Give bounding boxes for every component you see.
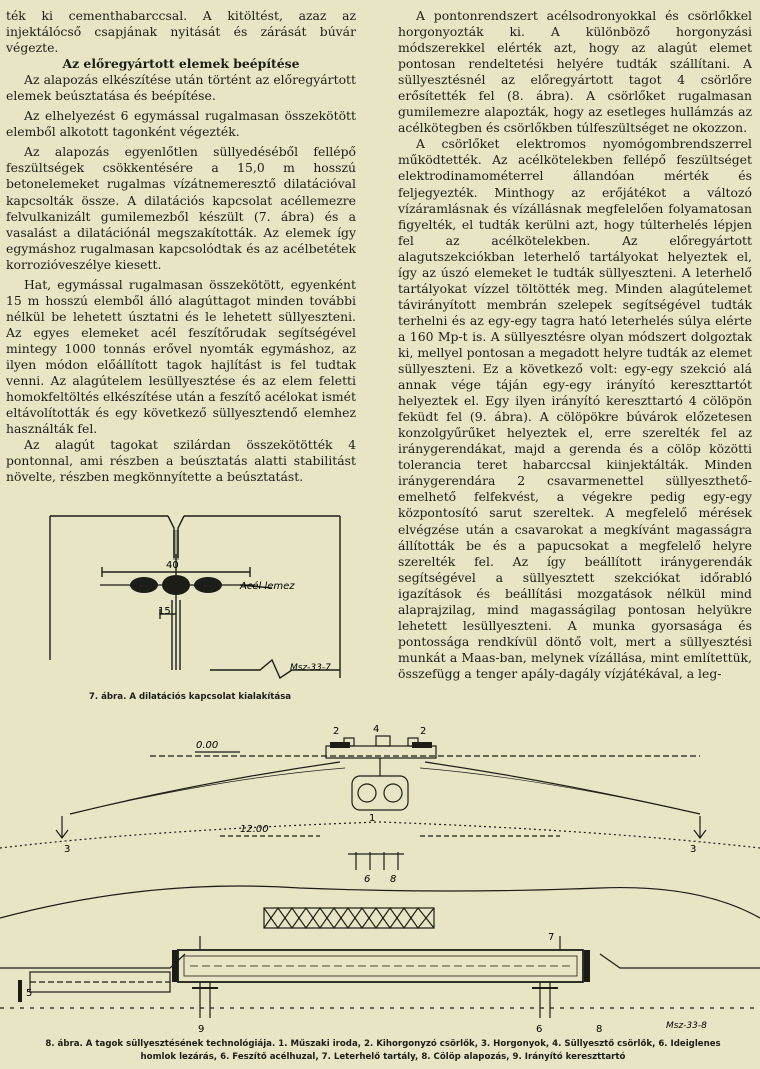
paragraph: Az alagút tagokat szilárdan összekötötték 4 pontonnal, ami részben a beúsztatás alatti stabilitást növelte, részben megkönnyítette a beúsztatást. (6, 437, 356, 485)
label-8a: 8 (390, 874, 397, 885)
paragraph: Hat, egymással rugalmasan összekötött, egyenként 15 m hosszú elemből álló alagúttagot minden további nélkül be lehetett úsztatni és le lehetett süllyeszteni. Az egyes elemeket acél feszítőrudak segítségével mintegy 1000 tonnás erővel nyomták egymáshoz, az ilyen módon előállított tagok hajlítást is fel tudtak venni. Az alagútelem lesüllyesztése és az elem feletti homokfeltöltés elkészítése után a feszítő acélokat ismét eltávolították és egy következő süllyesztendő elemhez használták fel. (6, 276, 356, 437)
figure-7-dilatation-joint-drawing (40, 510, 350, 685)
label-2a: 2 (333, 726, 340, 737)
label-3b: 3 (690, 844, 697, 855)
level-12-label: 12.00 (240, 824, 269, 835)
figure-8-code: Msz-33-8 (666, 1021, 707, 1031)
figure-8-caption-line-1: 8. ábra. A tagok süllyesztésének technológiája. 1. Műszaki iroda, 2. Kihorgonyzó csörlők, 3. Horgonyok, 4. Süllyesztő csörlők, 6. Ideiglenes (45, 1039, 721, 1049)
figure-8-caption-line-2: homlok lezárás, 6. Feszítő acélhuzal, 7. Leterhelő tartály, 8. Cölöp alapozás, 9. Irányító kereszttartó (140, 1052, 626, 1062)
paragraph: A csörlőket elektromos nyomógombrendszerrel működtették. Az acélkötelekben fellépő feszültséget elektrodinamométerrel állandóan mérték és feljegyezték. Minthogy az erőjátékot a változó vízáramlásnak és vízállásnak megfelelően folyamatosan figyelték, el tudták kerülni azt, hogy túlterhelés lépjen fel az acélkötelekben. Az előregyártott alagutszekciókban leterhelő tartályokat helyeztek el, így az úszó elemeket le tudták süllyeszteni. A leterhelő tartályokat vízzel töltötték meg. Minden alagútelemet távirányított membrán szelepek segítségével tudták terhelni és az egy-egy tagra ható leterhelés súlya elérte a 160 Mp-t is. A süllyesztésre olyan módszert dolgoztak ki, mellyel pontosan a megadott helyre tudták az elemet süllyeszteni. Ez a következő volt: egy-egy szekció alá annak vége táján egy-egy irányító kereszttartót helyeztek el. Egy ilyen irányító kereszttartó 4 cölöpön feküdt fel (9. ábra). A cölöpökre búvárok előzetesen konzolgyűrűket helyeztek el, erre szerelték fel az iránygerendákat, majd a gerenda és a cölöp közötti tolerancia teret habarccsal kiinjektálták. Minden iránygerendára 2 csavarmenettel süllyeszthető-emelhető felfekvést, a végekre pedig egy-egy központosító sarut szereltek. A megfelelő mérések elvégzése után a csavarokat a megkívánt magasságra állították be és a papucsokat a megfelelő helyre szerelték fel. Az így beállított iránygerendák segítségével a süllyesztett szekciókat időrabló igazítások és beállítási mozgatások nélkül mind alaprajzilag, mind magasságilag pontosan helyükre lehetett lesüllyeszteni. A munka gyorsasága és pontossága rendkívül döntő volt, mert a süllyesztési munkát a Maas-ban, melynek vízállása, mint említettük, összefügg a tenger apály-dagály vízjátékával, a leg- (398, 136, 752, 681)
dim-15-label: 15 (158, 606, 171, 617)
paragraph: Az alapozás egyenlőtlen süllyedéséből fellépő feszültségek csökkentésére a 15,0 m hosszú betonelemeket rugalmas vízátnemeresztő dilatációval kapcsolták össze. A dilatációs kapcsolat acéllemezre felvulkanizált gumilemezből készült (7. ábra) és a vasalást a dilatációnál megszakították. Az elemek így egymáshoz rugalmasan kapcsolódtak és az acélbetétek korrozióveszélye kiesett. (6, 144, 356, 272)
figure-7-caption: 7. ábra. A dilatációs kapcsolat kialakítása (88, 692, 292, 702)
label-2b: 2 (420, 726, 427, 737)
left-text-column (6, 8, 356, 485)
label-6a: 6 (364, 874, 371, 885)
figure-8-caption (12, 1038, 754, 1064)
level-0-label: 0.00 (196, 740, 219, 751)
figure-7-code: Msz-33-7 (290, 663, 331, 673)
figure-8-sinking-technology-drawing (0, 718, 760, 1036)
paragraph: Az alapozás elkészítése után történt az előregyártott elemek beúsztatása és beépítése. (6, 72, 356, 104)
label-8b: 8 (596, 1024, 603, 1035)
label-7: 7 (548, 932, 555, 943)
label-4: 4 (373, 724, 380, 735)
steel-plate-label: Acél lemez (240, 581, 295, 592)
label-1: 1 (369, 813, 376, 824)
label-3a: 3 (64, 844, 71, 855)
paragraph: ték ki cementhabarccsal. A kitöltést, azaz az injektálócső csapjának nyitását és zárását búvár végezte. (6, 8, 356, 56)
right-text-column (398, 8, 752, 682)
label-6b: 6 (536, 1024, 543, 1035)
paragraph: A pontonrendszert acélsodronyokkal és csörlőkkel horgonyozták ki. A különböző horgonyzási módszerekkel elérték azt, hogy az alagút elemet pontosan rendeltetési helyére tudták szállítani. A süllyesztésnél az előregyártott tagot 4 csörlőre erősítették fel (8. ábra). A csörlőket rugalmasan gumilemezre alapozták, hogy az esetleges hullámzás az acélkötegben és csörlőkben túlfeszültséget ne okozzon. (398, 8, 752, 136)
section-heading: Az előregyártott elemek beépítése (62, 56, 300, 72)
dim-40-label: 40 (166, 560, 179, 571)
label-5: 5 (26, 988, 33, 999)
label-9: 9 (198, 1024, 205, 1035)
paragraph: Az elhelyezést 6 egymással rugalmasan összekötött elemből alkotott tagonként végezték. (6, 108, 356, 140)
